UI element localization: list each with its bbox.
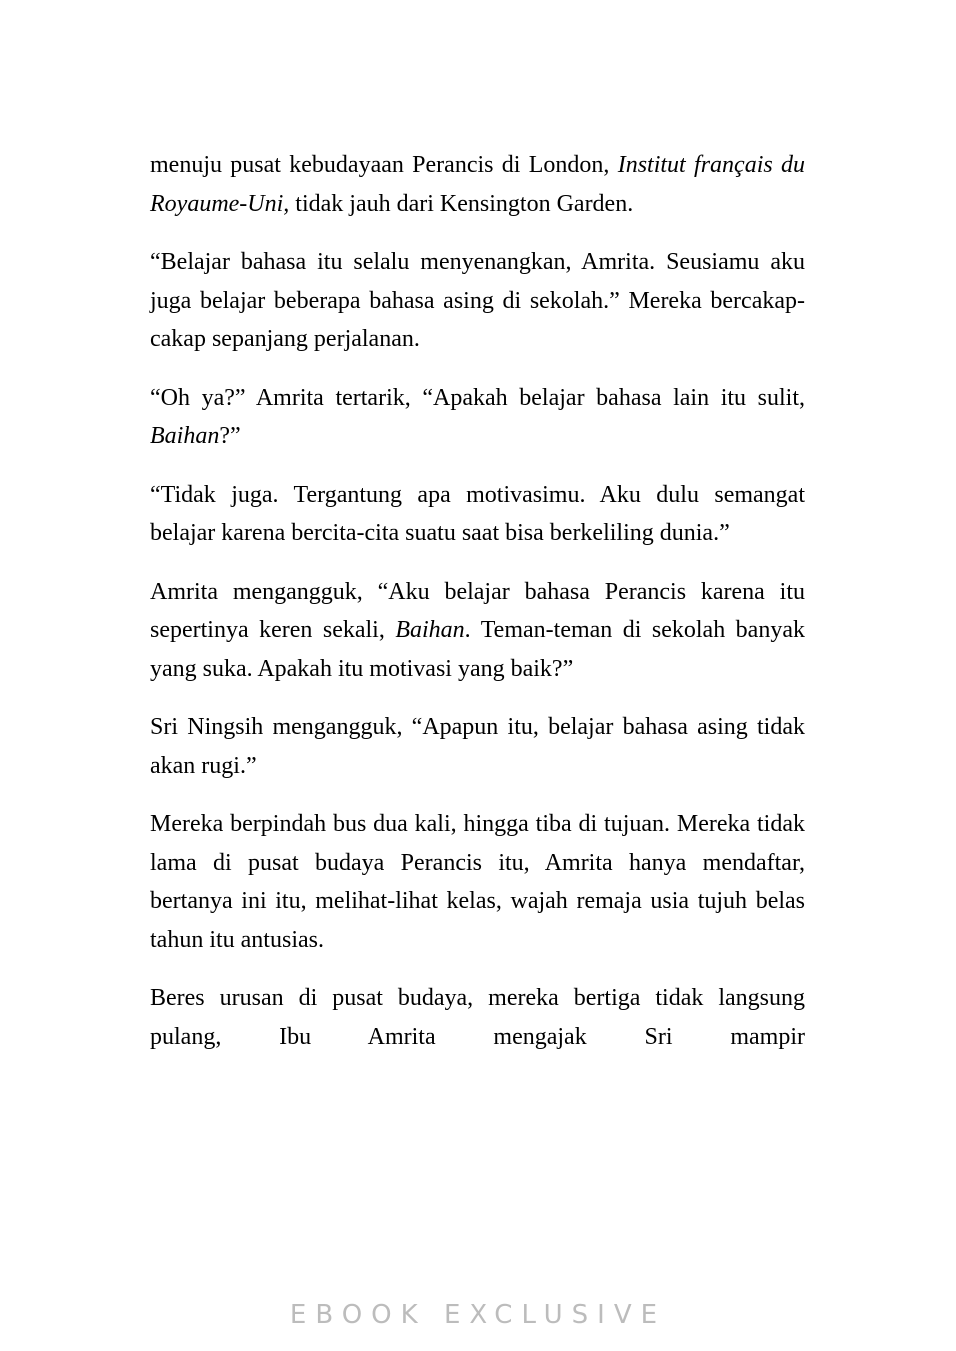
paragraph bbox=[150, 708, 805, 785]
body-text bbox=[150, 146, 805, 1076]
paragraph bbox=[150, 476, 805, 553]
paragraph bbox=[150, 379, 805, 456]
text-run: “Belajar bahasa itu selalu menyenangkan, Amrita. Seusiamu aku juga belajar beberapa bahasa asing di sekolah.” Mereka bercakap-cakap sepanjang perjalanan. bbox=[150, 249, 805, 352]
paragraph bbox=[150, 805, 805, 959]
text-run: Beres urusan di pusat budaya, mereka bertiga tidak langsung pulang, Ibu Amrita mengajak Sri mampir bbox=[150, 985, 805, 1050]
text-run: ?” bbox=[219, 423, 241, 449]
text-run: Sri Ningsih mengangguk, “Apapun itu, belajar bahasa asing tidak akan rugi.” bbox=[150, 714, 805, 779]
italic-text-run: Institut français du Royaume-Uni, bbox=[150, 152, 805, 217]
italic-text-run: Baihan bbox=[395, 617, 465, 643]
text-run: “Tidak juga. Tergantung apa motivasimu. Aku dulu semangat belajar karena bercita-cita suatu saat bisa berkeliling dunia.” bbox=[150, 481, 805, 546]
paragraph bbox=[150, 146, 805, 223]
italic-text-run: Baihan bbox=[150, 423, 220, 449]
paragraph bbox=[150, 573, 805, 689]
text-run: menuju pusat kebudayaan Perancis di London, bbox=[150, 152, 618, 178]
text-run: tidak jauh dari Kensington Garden. bbox=[289, 190, 634, 217]
paragraph bbox=[150, 243, 805, 359]
text-run: Amrita mengangguk, “Aku belajar bahasa Perancis karena itu sepertinya keren sekali, bbox=[150, 578, 805, 643]
text-run: “Oh ya?” Amrita tertarik, “Apakah belajar bahasa lain itu sulit, bbox=[150, 384, 805, 411]
text-run: . Teman-teman di sekolah banyak yang suka. Apakah itu motivasi yang baik?” bbox=[150, 617, 805, 682]
paragraph bbox=[150, 979, 805, 1056]
footer-watermark: EBOOK EXCLUSIVE bbox=[289, 1300, 667, 1330]
text-run: Mereka berpindah bus dua kali, hingga tiba di tujuan. Mereka tidak lama di pusat budaya Perancis itu, Amrita hanya mendaftar, bertanya ini itu, melihat-lihat kelas, wajah remaja usia tujuh belas tahun itu antusias. bbox=[150, 811, 805, 953]
